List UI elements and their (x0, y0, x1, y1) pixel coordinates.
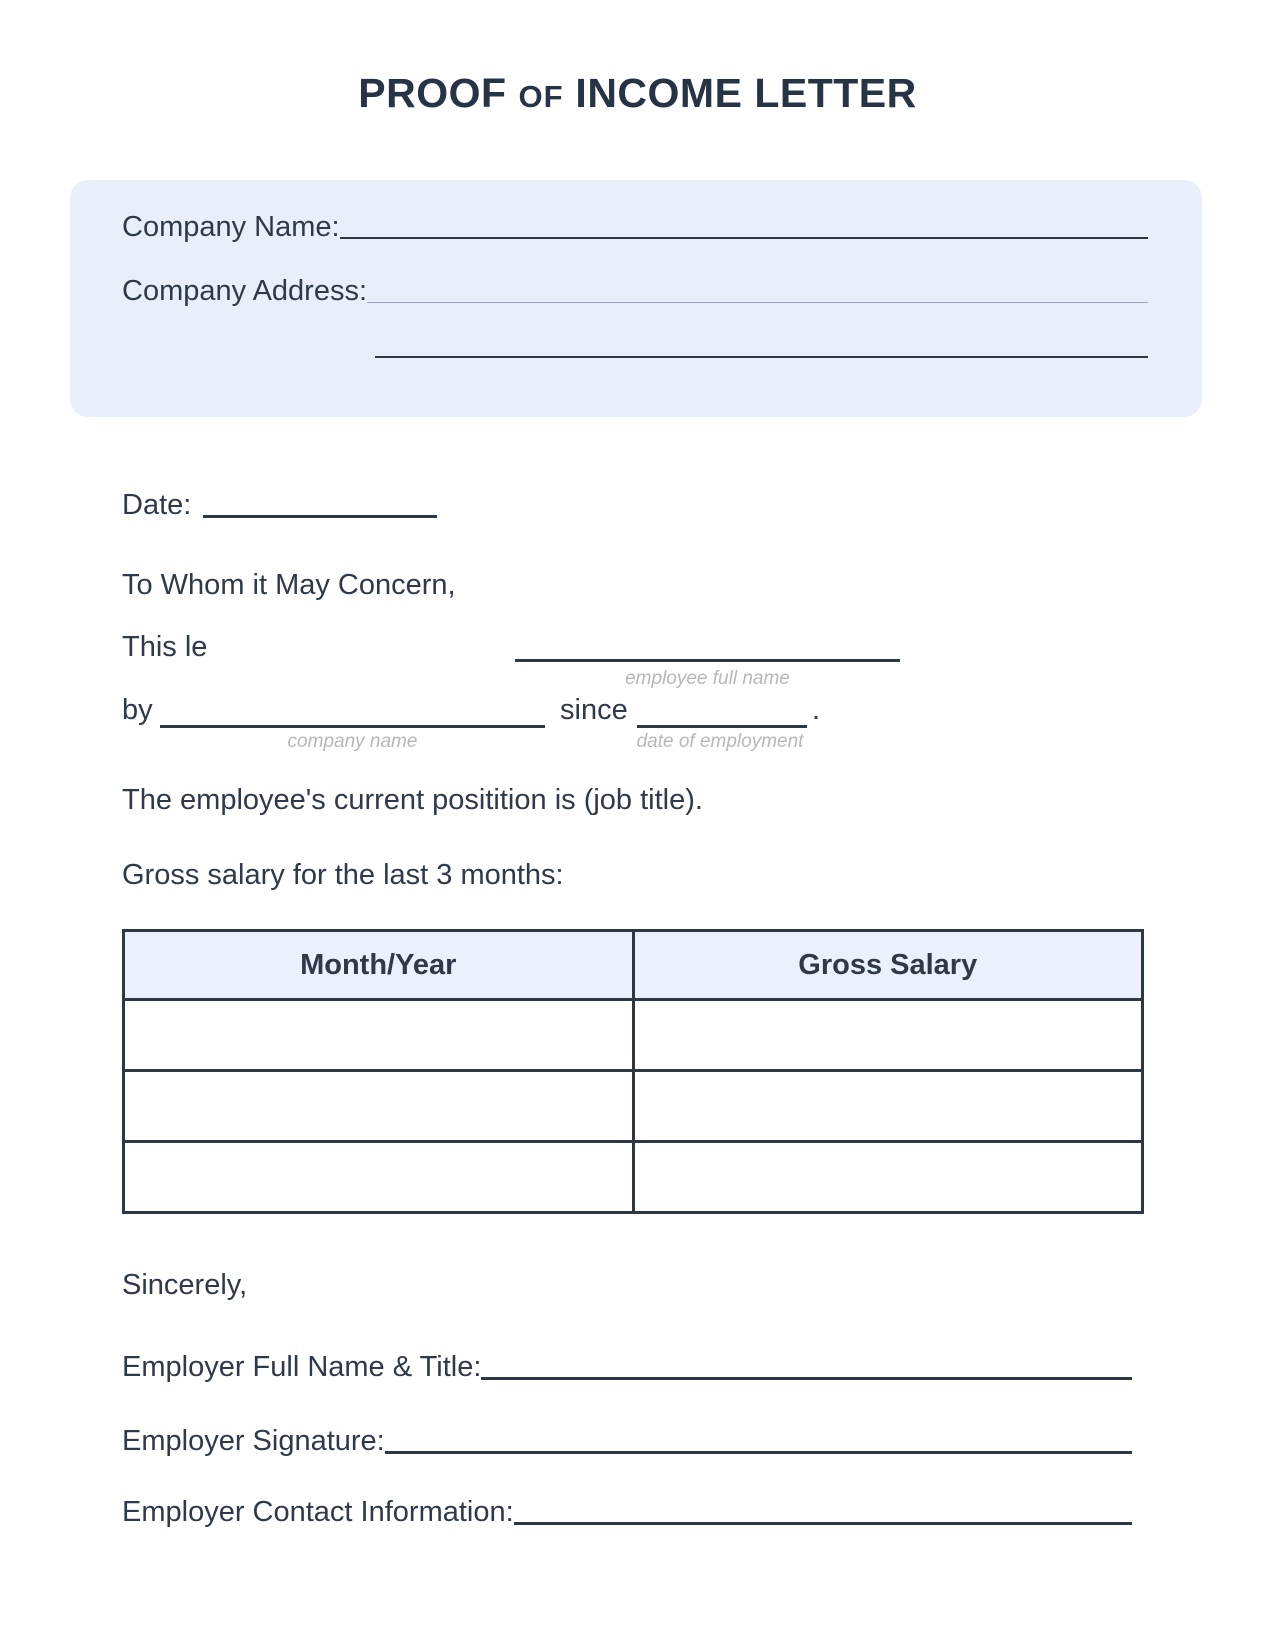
employment-date-hint: date of employment (636, 731, 804, 752)
date-fill-line[interactable] (203, 515, 437, 518)
date-row (122, 488, 437, 522)
employer-signature-row (122, 1424, 1132, 1458)
company-address-label: Company Address: (122, 275, 368, 307)
by-label: by (122, 694, 153, 726)
company-name-fill-line[interactable] (340, 237, 1148, 239)
company-address-row (122, 274, 1148, 308)
position-text: The employee's current positition is (job title). (122, 784, 703, 816)
employer-contact-fill-line[interactable] (514, 1522, 1132, 1525)
salary-table (122, 929, 1144, 1214)
table-row (124, 1071, 1143, 1142)
date-label: Date: (122, 489, 192, 521)
page-title (0, 70, 1275, 117)
gross-salary-cell[interactable] (633, 1000, 1143, 1071)
employment-date-fill-line[interactable] (637, 725, 807, 728)
company-address-row-2 (122, 329, 1148, 363)
table-row (124, 1000, 1143, 1071)
company-name-blank-line[interactable] (160, 725, 545, 728)
company-info-panel (70, 180, 1202, 417)
employer-name-title-label: Employer Full Name & Title: (122, 1351, 482, 1383)
intro-text-fragment: This le (122, 631, 208, 663)
sincerely-text: Sincerely, (122, 1269, 248, 1301)
salary-intro-text: Gross salary for the last 3 months: (122, 859, 564, 891)
company-address-fill-line[interactable] (367, 302, 1148, 303)
table-row (124, 1142, 1143, 1213)
company-name-hint: company name (287, 731, 418, 752)
sentence-period: . (812, 694, 821, 726)
employer-name-title-row (122, 1350, 1132, 1384)
employer-signature-label: Employer Signature: (122, 1425, 385, 1457)
month-year-cell[interactable] (124, 1000, 634, 1071)
table-header-gross-salary: Gross Salary (633, 931, 1143, 1000)
title-word-proof: PROOF (358, 70, 507, 116)
gross-salary-cell[interactable] (633, 1142, 1143, 1213)
employee-name-hint: employee full name (625, 668, 790, 689)
title-words-income-letter: INCOME LETTER (575, 70, 917, 116)
since-label: since (560, 694, 628, 726)
company-name-label: Company Name: (122, 211, 340, 243)
employee-name-fill-line[interactable] (515, 659, 900, 662)
table-header-month-year: Month/Year (124, 931, 634, 1000)
gross-salary-cell[interactable] (633, 1071, 1143, 1142)
employer-name-title-fill-line[interactable] (481, 1377, 1132, 1380)
company-name-row (122, 210, 1148, 244)
employer-contact-row (122, 1495, 1132, 1529)
salary-table-header-row (124, 931, 1143, 1000)
employer-contact-label: Employer Contact Information: (122, 1496, 514, 1528)
company-address-fill-line-2[interactable] (375, 356, 1148, 358)
month-year-cell[interactable] (124, 1142, 634, 1213)
salutation-text: To Whom it May Concern, (122, 569, 456, 601)
employer-signature-fill-line[interactable] (385, 1451, 1132, 1454)
month-year-cell[interactable] (124, 1071, 634, 1142)
title-word-of: OF (518, 79, 564, 114)
